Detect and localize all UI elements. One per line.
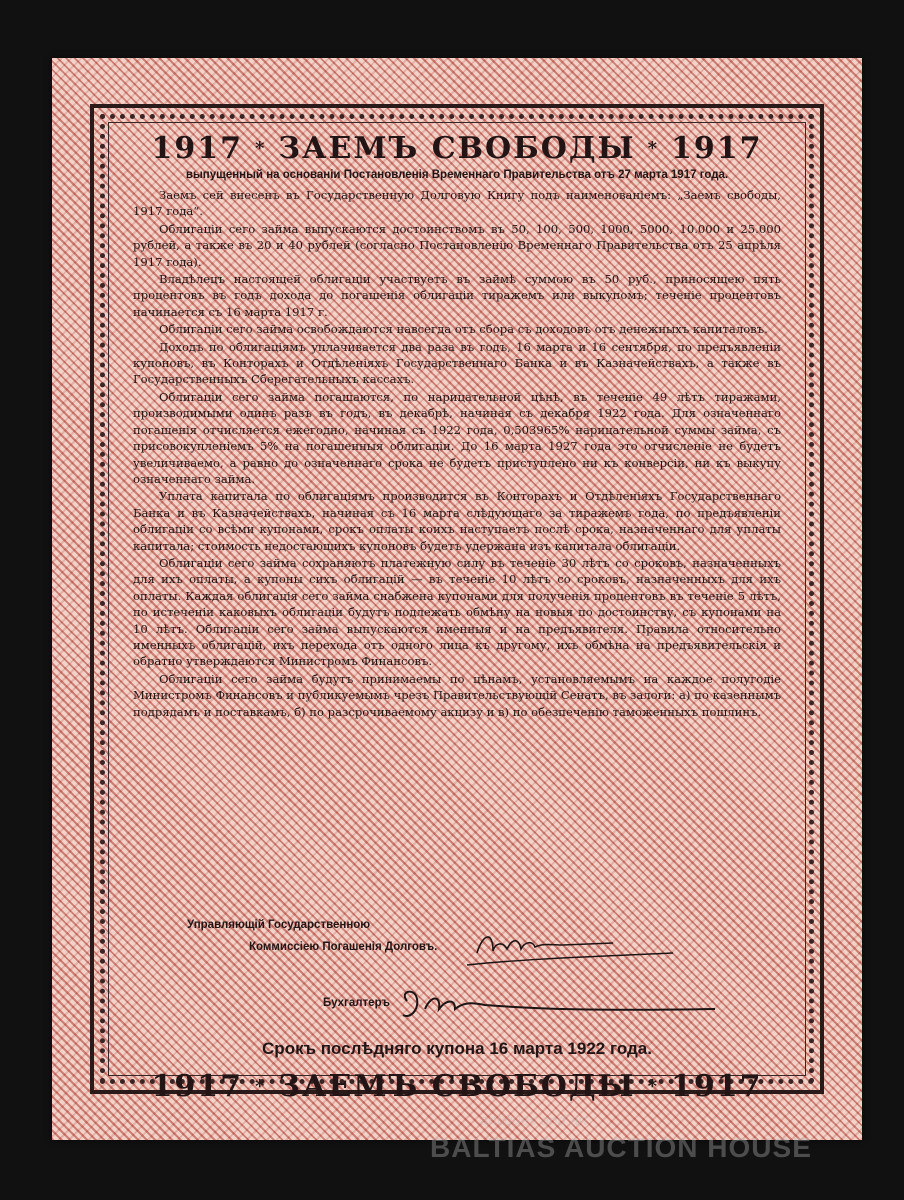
watermark-line1: antiques and art (480, 1112, 588, 1129)
header-loan-name: ЗАЕМЪ СВОБОДЫ (278, 131, 636, 166)
footer-year-left: 1917 (151, 1069, 243, 1104)
watermark-line2: BALTIAS AUCTION HOUSE (430, 1132, 812, 1163)
ornamental-border (90, 104, 824, 1104)
bond-content (133, 129, 781, 1104)
paragraph-3: Владѣлецъ настоящей облигаціи участвуетъ въ займѣ суммою въ 50 руб., приносящею пять процентовъ въ годъ дохода до погашенія облигаціи тиражемъ или выкупомъ; теченіе процентовъ начинается съ 16 марта 1917 г. (133, 272, 781, 319)
header-title (133, 131, 781, 167)
header-year-right: 1917 (671, 131, 763, 166)
inner-border (100, 114, 814, 1104)
header-year-left: 1917 (151, 131, 243, 166)
last-coupon-date: Срокъ послѣдняго купона 16 марта 1922 года. (262, 1039, 652, 1058)
manager-signature-icon (463, 923, 683, 973)
footer-title (133, 1069, 781, 1105)
footer-separator-right: * (647, 1076, 659, 1097)
header-separator-left: * (255, 138, 267, 159)
paragraph-4: Облигаціи сего займа освобождаются навсегда отъ сбора съ доходовъ отъ денежныхъ капиталовъ. (159, 322, 768, 337)
footer-year-right: 1917 (671, 1069, 763, 1104)
header-subtitle: выпущенный на основаніи Постановленія Временнаго Правительства отъ 27 марта 1917 года. (185, 169, 729, 181)
paragraph-1: Заемъ сей внесенъ въ Государственную Долговую Книгу подъ наименованіемъ: „Заемъ свободы, 1917 года“. (133, 188, 781, 219)
paragraph-5: Доходъ по облигаціямъ уплачивается два раза въ годъ, 16 марта и 16 сентября, по предъявленіи купоновъ, въ Конторахъ и Отдѣленіяхъ Государственнаго Банка и въ Казначействахъ, а также въ Государственныхъ Сберегательныхъ кассахъ. (133, 339, 781, 387)
footer-separator-left: * (255, 1076, 267, 1097)
accountant-title: Бухгалтеръ (323, 997, 390, 1009)
paragraph-6: Облигаціи сего займа погашаются, по нарицательной цѣнѣ, въ теченіе 49 лѣтъ тиражами, производимыми одинъ разъ въ годъ, въ декабрѣ, начиная съ декабря 1922 года. Для означеннаго погашенія отчисляется ежегодно, начиная съ 1922 года, 0,503965% нарицательной суммы займа, съ присовокупленіемъ 5% на погашенныя облигаціи. До 16 марта 1927 года это отчисленіе не будетъ увеличиваемо, а равно до означеннаго срока не будетъ приступлено ни къ конверсіи, ни къ выкупу означеннаго займа. (133, 389, 781, 486)
accountant-signature-icon (395, 985, 725, 1031)
manager-title-line2: Коммиссіею Погашенія Долговъ. (249, 941, 438, 953)
bond-sheet (52, 58, 862, 1140)
paragraph-7: Уплата капитала по облигаціямъ производится въ Конторахъ и Отдѣленіяхъ Государственнаго Банка и въ Казначействахъ, начиная съ 16 марта слѣдующаго за тиражемъ года, по предъявленіи облигаціи со всѣми купонами, срокъ оплаты коихъ наступаетъ послѣ срока, назначеннаго для уплаты капитала; стоимость недостающихъ купоновъ будетъ удержана изъ капитала облигаціи. (133, 489, 781, 553)
paragraph-9: Облигаціи сего займа будутъ принимаемы по цѣнамъ, установляемымъ на каждое полугодіе Министромъ Финансовъ и публикуемымъ чрезъ Правительствующій Сенатъ, въ залоги: а) по казеннымъ подрядамъ и поставкамъ, б) по разсрочиваемому акцизу и в) по обезпеченію таможенныхъ пошлинъ. (133, 671, 781, 719)
paragraph-2: Облигаціи сего займа выпускаются достоинствомъ въ 50, 100, 500, 1000, 5000, 10.000 и 25.000 рублей, а также въ 20 и 40 рублей (согласно Постановленію Временнаго Правительства отъ 25 апрѣля 1917 года). (133, 221, 781, 269)
manager-title-line1: Управляющій Государственною (187, 919, 371, 931)
paragraph-8: Облигаціи сего займа сохраняютъ платежную силу въ теченіе 30 лѣтъ со сроковъ, назначенныхъ для ихъ оплаты, а купоны сихъ облигацій — въ теченіе 10 лѣтъ со сроковъ, назначенныхъ для ихъ оплаты. Каждая облигація сего займа снабжена купонами для полученія процентовъ въ теченіе 5 лѣтъ, по истеченіи каковыхъ облигаціи будутъ подлежать обмѣну на новыя по достоинству, съ купонами на 10 лѣтъ. Облигаціи сего займа выпускаются именныя и на предъявителя. Правила относительно именныхъ облигацій, ихъ перехода отъ одного лица къ другому, ихъ обмѣна на предъявительскія и обратно утверждаются Министромъ Финансовъ. (133, 555, 781, 669)
footer-loan-name: ЗАЕМЪ СВОБОДЫ (278, 1069, 636, 1104)
header-separator-right: * (647, 138, 659, 159)
